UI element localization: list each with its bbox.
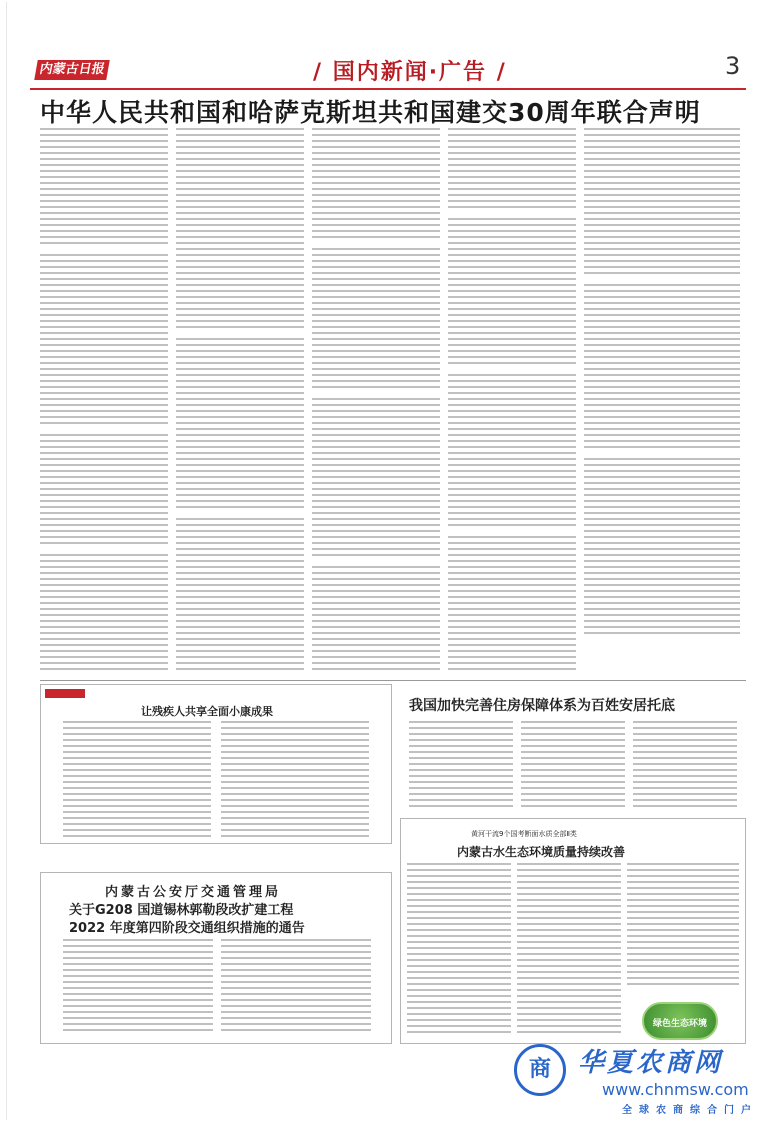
statement-column-5 <box>584 128 740 638</box>
watermark-slogan: 全球农商综合门户 <box>622 1105 758 1116</box>
section-banner: / 国内新闻·广告 / <box>313 60 507 85</box>
notice-title-line-2: 关于G208 国道锡林郭勒段改扩建工程 <box>69 903 294 918</box>
watermark-brand: 华夏农商网 <box>578 1048 724 1078</box>
page-edge <box>6 2 7 1120</box>
seal-icon: 商 <box>514 1044 566 1096</box>
watermark-url: www.chnmsw.com <box>602 1080 749 1099</box>
article-housing <box>400 684 746 810</box>
statement-column-3 <box>312 128 440 674</box>
article-kicker: 黄河干流9个国考断面水质全部Ⅱ类 <box>471 830 577 838</box>
notice-title-line-3: 2022 年度第四阶段交通组织措施的通告 <box>69 921 305 936</box>
masthead-rule <box>30 88 746 90</box>
section-divider <box>40 680 746 681</box>
statement-column-1 <box>40 128 168 674</box>
newspaper-logo: 内蒙古日报 <box>34 60 110 80</box>
eco-environment-badge: 绿色生态环境 <box>642 1002 718 1040</box>
statement-column-4 <box>448 128 576 674</box>
column-tag <box>45 689 85 698</box>
notice-title-line-1: 内蒙古公安厅交通管理局 <box>105 885 282 900</box>
traffic-notice <box>40 872 392 1044</box>
site-watermark <box>508 1040 774 1120</box>
page-number: 3 <box>725 52 741 80</box>
article-title: 内蒙古水生态环境质量持续改善 <box>457 845 626 859</box>
statement-column-2 <box>176 128 304 674</box>
article-title: 让残疾人共享全面小康成果 <box>141 705 273 718</box>
article-title: 我国加快完善住房保障体系为百姓安居托底 <box>409 698 675 714</box>
masthead <box>30 54 746 86</box>
main-headline: 中华人民共和国和哈萨克斯坦共和国建交30周年联合声明 <box>40 98 701 127</box>
article-disabled-persons <box>40 684 392 844</box>
